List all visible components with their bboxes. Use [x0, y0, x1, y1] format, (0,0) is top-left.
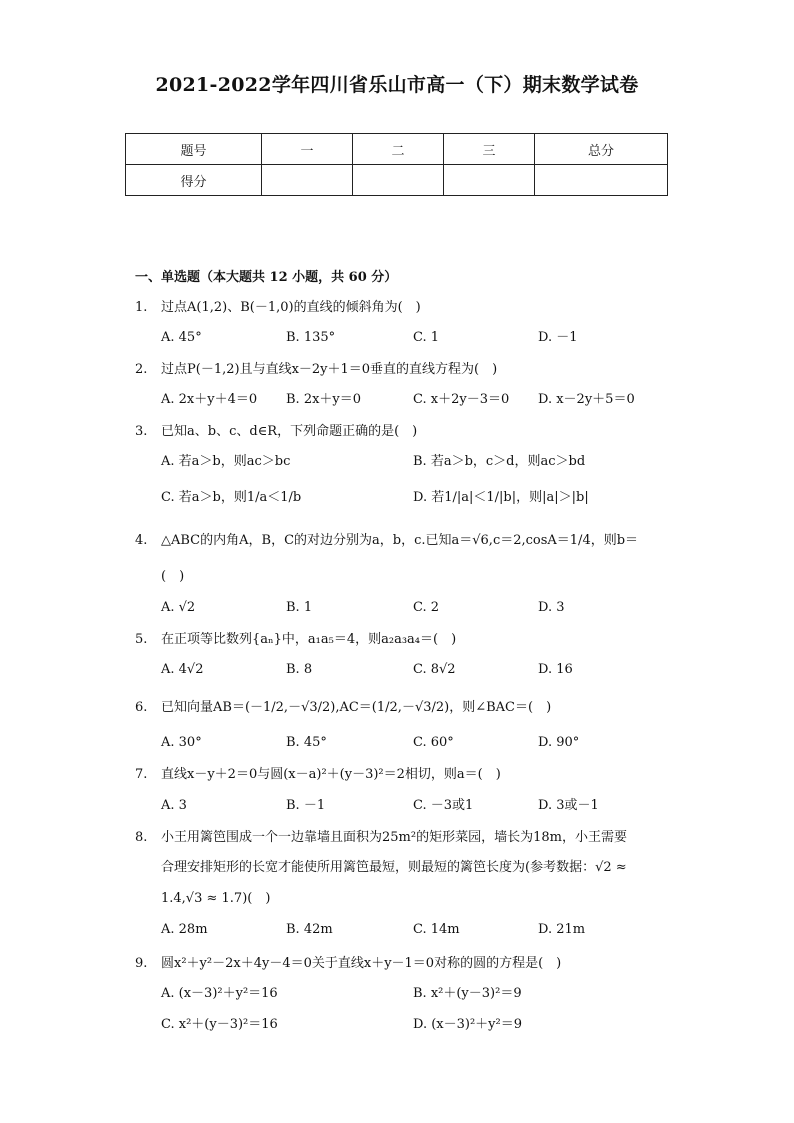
option-a[interactable]: A. 4√2 [161, 662, 204, 677]
score-table-header-row [126, 134, 668, 165]
option-c[interactable]: C. 14m [413, 922, 460, 937]
option-c[interactable]: C. 2 [413, 600, 440, 615]
option-c[interactable]: C. x＋2y－3＝0 [413, 392, 510, 407]
option-b[interactable]: B. 1 [286, 600, 313, 615]
score-cell: 题号 [126, 134, 262, 165]
score-cell: 三 [444, 134, 535, 165]
section-heading: 一、单选题（本大题共 12 小题，共 60 分） [135, 270, 398, 285]
question-stem: 过点A(1,2)、B(－1,0)的直线的倾斜角为( ) [161, 300, 421, 315]
option-d[interactable]: D. 16 [538, 662, 573, 677]
option-a[interactable]: A. 45° [161, 330, 202, 345]
score-cell: 一 [262, 134, 353, 165]
option-a[interactable]: A. 若a＞b，则ac＞bc [161, 454, 291, 469]
question-number: 6. [135, 700, 148, 715]
question-number: 1. [135, 300, 148, 315]
option-b[interactable]: B. －1 [286, 798, 326, 813]
option-b[interactable]: B. 42m [286, 922, 333, 937]
option-d[interactable]: D. x－2y＋5＝0 [538, 392, 635, 407]
option-a[interactable]: A. (x－3)²＋y²＝16 [161, 986, 278, 1001]
option-b[interactable]: B. 若a＞b，c＞d，则ac＞bd [413, 454, 586, 469]
option-b[interactable]: B. 8 [286, 662, 313, 677]
option-c[interactable]: C. 若a＞b，则1/a＜1/b [161, 490, 302, 505]
score-input-cell[interactable] [535, 165, 668, 196]
option-d[interactable]: D. 3或－1 [538, 798, 599, 813]
option-b[interactable]: B. 135° [286, 330, 336, 345]
option-d[interactable]: D. 90° [538, 735, 580, 750]
score-cell: 二 [353, 134, 444, 165]
score-input-cell[interactable] [444, 165, 535, 196]
score-input-cell[interactable] [262, 165, 353, 196]
option-c[interactable]: C. 8√2 [413, 662, 456, 677]
option-c[interactable]: C. x²＋(y－3)²＝16 [161, 1017, 278, 1032]
question-number: 9. [135, 956, 148, 971]
question-stem-continued: 合理安排矩形的长宽才能使所用篱笆最短，则最短的篱笆长度为(参考数据：√2 ≈ [161, 860, 627, 875]
score-cell: 总分 [535, 134, 668, 165]
option-a[interactable]: A. 2x＋y＋4＝0 [161, 392, 258, 407]
question-number: 2. [135, 362, 148, 377]
option-c[interactable]: C. －3或1 [413, 798, 474, 813]
score-cell: 得分 [126, 165, 262, 196]
question-number: 8. [135, 830, 148, 845]
question-stem: 小王用篱笆围成一个一边靠墙且面积为25m²的矩形菜园，墙长为18m，小王需要 [161, 830, 627, 845]
exam-title: 2021-2022学年四川省乐山市高一（下）期末数学试卷 [155, 74, 639, 96]
option-d[interactable]: D. 若1/|a|＜1/|b|，则|a|＞|b| [413, 490, 589, 505]
question-number: 7. [135, 767, 148, 782]
score-input-cell[interactable] [353, 165, 444, 196]
question-stem: 在正项等比数列{aₙ}中，a₁a₅＝4，则a₂a₃a₄＝( ) [161, 632, 457, 647]
option-b[interactable]: B. 45° [286, 735, 327, 750]
question-number: 3. [135, 424, 148, 439]
score-table-score-row [126, 165, 668, 196]
option-a[interactable]: A. 28m [161, 922, 208, 937]
option-b[interactable]: B. 2x＋y＝0 [286, 392, 362, 407]
option-d[interactable]: D. －1 [538, 330, 578, 345]
question-number: 4. [135, 533, 148, 548]
score-table [125, 133, 668, 196]
question-stem: 已知向量AB＝(－1/2,－√3/2),AC＝(1/2,－√3/2)，则∠BAC＝( ) [161, 700, 552, 715]
option-b[interactable]: B. x²＋(y－3)²＝9 [413, 986, 522, 1001]
option-d[interactable]: D. 3 [538, 600, 565, 615]
question-stem: 过点P(－1,2)且与直线x－2y＋1＝0垂直的直线方程为( ) [161, 362, 498, 377]
option-c[interactable]: C. 60° [413, 735, 454, 750]
option-c[interactable]: C. 1 [413, 330, 440, 345]
question-number: 5. [135, 632, 148, 647]
option-a[interactable]: A. 3 [161, 798, 187, 813]
question-stem: 已知a、b、c、d∈R，下列命题正确的是( ) [161, 424, 418, 439]
option-a[interactable]: A. √2 [161, 600, 196, 615]
question-stem-continued: 1.4,√3 ≈ 1.7)( ) [161, 891, 271, 906]
question-stem: 圆x²＋y²－2x＋4y－4＝0关于直线x＋y－1＝0对称的圆的方程是( ) [161, 956, 562, 971]
option-d[interactable]: D. 21m [538, 922, 586, 937]
question-stem: △ABC的内角A，B，C的对边分别为a，b，c.已知a＝√6,c＝2,cosA＝1/4，则b＝ [161, 533, 639, 548]
option-d[interactable]: D. (x－3)²＋y²＝9 [413, 1017, 523, 1032]
question-stem-continued: ( ) [161, 569, 185, 584]
question-stem: 直线x－y＋2＝0与圆(x－a)²＋(y－3)²＝2相切，则a＝( ) [161, 767, 501, 782]
option-a[interactable]: A. 30° [161, 735, 202, 750]
